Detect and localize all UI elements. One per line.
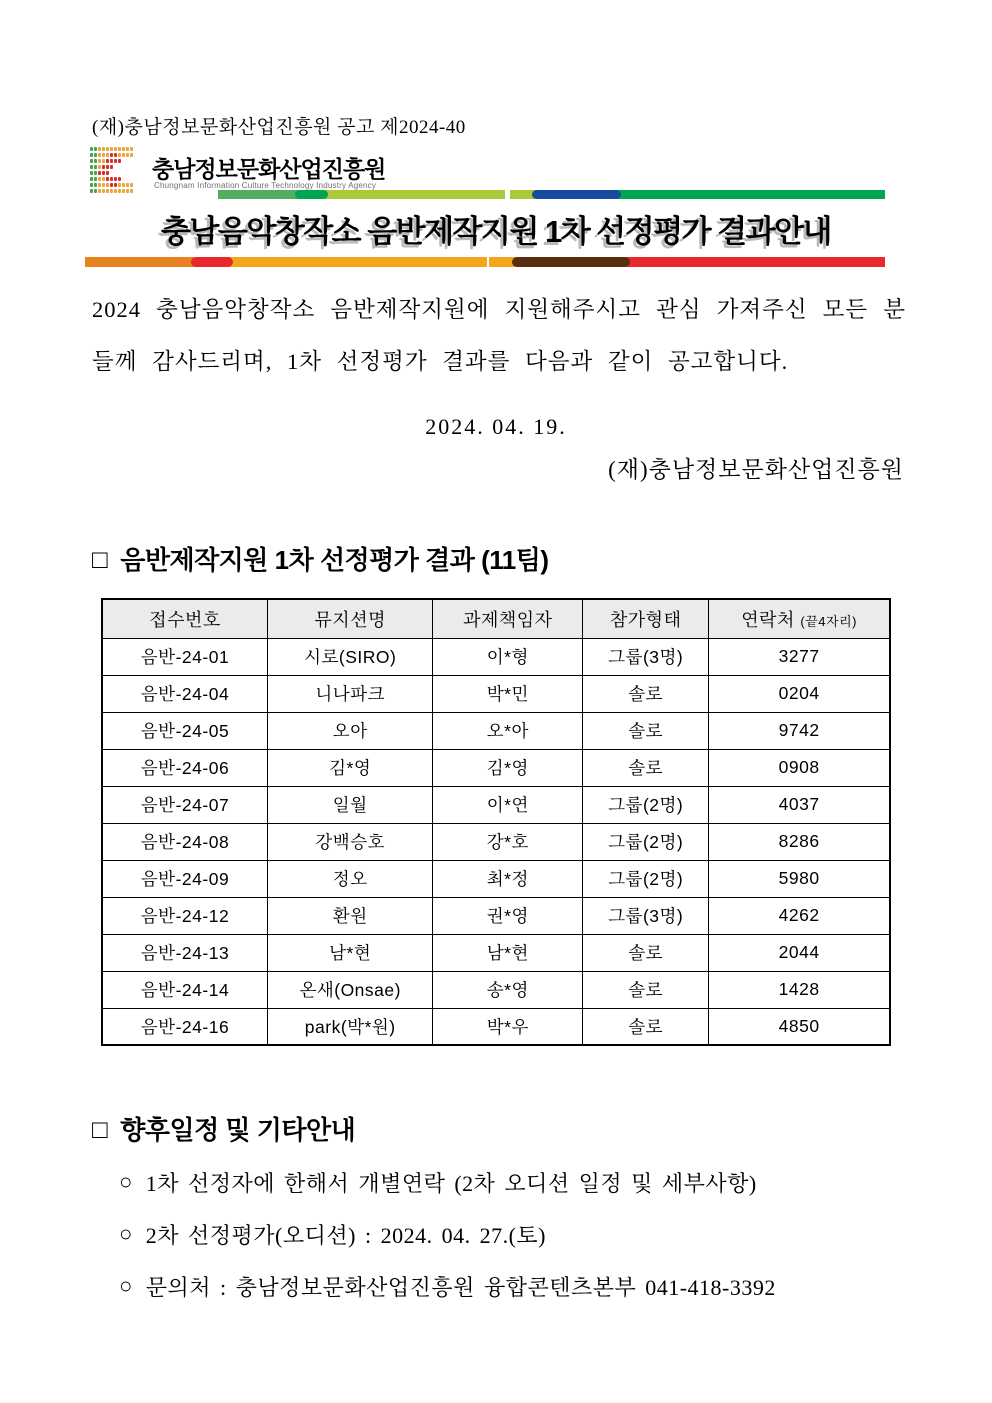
logo-mark-dot [90, 147, 93, 151]
color-bar-segment [85, 257, 196, 267]
logo-mark-row [90, 177, 150, 182]
logo-mark-dot [102, 159, 105, 163]
cell-contact-last4: 3277 [709, 638, 890, 675]
logo-mark-dot [130, 183, 133, 187]
logo-mark-dot [110, 159, 113, 163]
cell-project-lead: 오*아 [433, 712, 583, 749]
cell-project-lead: 김*영 [433, 749, 583, 786]
cell-contact-last4: 4850 [709, 1008, 890, 1045]
cell-contact-last4: 2044 [709, 934, 890, 971]
color-bar-segment [616, 190, 885, 199]
header-contact-main: 연락처 [741, 609, 795, 630]
color-bar-segment [625, 257, 885, 267]
logo-mark-dot [90, 159, 93, 163]
cell-project-lead: 권*영 [433, 897, 583, 934]
logo-mark-dot [106, 153, 109, 157]
logo-mark-dot [118, 183, 121, 187]
cell-contact-last4: 1428 [709, 971, 890, 1008]
logo-mark-dot [126, 189, 129, 193]
logo-mark-dot [114, 189, 117, 193]
logo-mark-dot [94, 183, 97, 187]
cell-musician-name: 정오 [267, 860, 432, 897]
table-row [102, 897, 890, 934]
logo-mark-dot [106, 171, 109, 175]
logo-mark-dot [114, 177, 117, 181]
cell-application-number: 음반-24-06 [102, 749, 267, 786]
logo-mark-dot [90, 177, 93, 181]
logo-mark-dot [90, 183, 93, 187]
cell-project-lead: 남*현 [433, 934, 583, 971]
logo-mark-dot [98, 177, 101, 181]
cell-participation-type: 그룹(2명) [583, 860, 709, 897]
cell-participation-type: 그룹(3명) [583, 638, 709, 675]
cell-participation-type: 그룹(2명) [583, 823, 709, 860]
color-bar-segment [532, 190, 621, 199]
table-row [102, 1008, 890, 1045]
cell-project-lead: 송*영 [433, 971, 583, 1008]
cell-musician-name: 니나파크 [267, 675, 432, 712]
header-contact [709, 599, 890, 638]
cell-musician-name: 온새(Onsae) [267, 971, 432, 1008]
circle-bullet-icon: ○ [119, 1169, 133, 1194]
header-musician-name: 뮤지션명 [267, 599, 432, 638]
logo-mark-dot [126, 153, 129, 157]
color-bar-segment [191, 257, 233, 267]
cell-participation-type: 그룹(2명) [583, 786, 709, 823]
logo-mark-dot [114, 153, 117, 157]
table-row [102, 934, 890, 971]
logo-mark-dot [102, 165, 105, 169]
cell-project-lead: 박*민 [433, 675, 583, 712]
cell-contact-last4: 8286 [709, 823, 890, 860]
cell-application-number: 음반-24-07 [102, 786, 267, 823]
logo-mark-row [90, 189, 150, 194]
color-bar-segment [323, 190, 506, 199]
logo-mark-dot [94, 189, 97, 193]
logo-mark-dot [98, 147, 101, 151]
cell-contact-last4: 0204 [709, 675, 890, 712]
bullet-text: 1차 선정자에 한해서 개별연락 (2차 오디션 일정 및 세부사항) [145, 1170, 757, 1196]
cell-participation-type: 솔로 [583, 749, 709, 786]
page-title: 충남음악창작소 음반제작지원 1차 선정평가 결과안내 [160, 214, 831, 249]
cell-application-number: 음반-24-13 [102, 934, 267, 971]
logo-mark-dot [94, 153, 97, 157]
table-row [102, 638, 890, 675]
cell-application-number: 음반-24-12 [102, 897, 267, 934]
logo-mark-row [90, 165, 150, 170]
cell-application-number: 음반-24-16 [102, 1008, 267, 1045]
logo-mark-dot [122, 153, 125, 157]
results-section-header [92, 540, 549, 577]
logo-mark-dot [110, 177, 113, 181]
logo-mark-dot [110, 153, 113, 157]
decorative-color-bar-top [218, 190, 905, 199]
logo-mark-dot [130, 147, 133, 151]
logo-mark-row [90, 183, 150, 188]
announcement-date: 2024. 04. 19. [425, 414, 567, 439]
logo-mark-row [90, 171, 150, 176]
results-table [101, 598, 891, 1046]
agency-logo-icon [90, 147, 150, 195]
cell-contact-last4: 5980 [709, 860, 890, 897]
color-bar-segment [295, 190, 327, 199]
table-row [102, 860, 890, 897]
cell-application-number: 음반-24-09 [102, 860, 267, 897]
agency-logo-name: 충남정보문화산업진흥원 [152, 156, 386, 182]
cell-project-lead: 이*형 [433, 638, 583, 675]
cell-participation-type: 솔로 [583, 712, 709, 749]
logo-mark-dot [98, 189, 101, 193]
logo-mark-dot [102, 183, 105, 187]
logo-mark-dot [110, 189, 113, 193]
color-bar-segment [228, 257, 487, 267]
square-bullet-icon: □ [92, 1114, 108, 1144]
header-application-number: 접수번호 [102, 599, 267, 638]
logo-mark-row [90, 147, 150, 152]
logo-mark-dot [90, 153, 93, 157]
cell-project-lead: 이*연 [433, 786, 583, 823]
circle-bullet-icon: ○ [119, 1221, 133, 1246]
cell-project-lead: 강*호 [433, 823, 583, 860]
logo-mark-dot [130, 153, 133, 157]
decorative-color-bar-bottom [85, 257, 905, 267]
logo-mark-dot [110, 183, 113, 187]
logo-mark-dot [106, 147, 109, 151]
table-row [102, 971, 890, 1008]
logo-mark-dot [94, 177, 97, 181]
logo-mark-dot [94, 165, 97, 169]
table-row [102, 712, 890, 749]
cell-participation-type: 솔로 [583, 934, 709, 971]
cell-contact-last4: 4037 [709, 786, 890, 823]
square-bullet-icon: □ [92, 544, 108, 574]
cell-application-number: 음반-24-08 [102, 823, 267, 860]
cell-musician-name: 환원 [267, 897, 432, 934]
table-row [102, 823, 890, 860]
schedule-section-header [92, 1110, 355, 1147]
logo-mark-row [90, 153, 150, 158]
logo-mark-dot [94, 159, 97, 163]
logo-mark-dot [126, 147, 129, 151]
agency-logo-subtitle: Chungnam Information Culture Technology Industry Agency [154, 181, 377, 190]
cell-participation-type: 솔로 [583, 1008, 709, 1045]
logo-mark-dot [106, 189, 109, 193]
logo-mark-dot [94, 147, 97, 151]
cell-contact-last4: 9742 [709, 712, 890, 749]
logo-mark-dot [114, 159, 117, 163]
logo-mark-dot [118, 153, 121, 157]
logo-mark-dot [118, 159, 121, 163]
table-row [102, 786, 890, 823]
logo-mark-dot [106, 159, 109, 163]
logo-mark-dot [90, 165, 93, 169]
logo-mark-dot [126, 183, 129, 187]
logo-mark-dot [98, 153, 101, 157]
logo-mark-dot [118, 177, 121, 181]
results-section-title: 음반제작지원 1차 선정평가 결과 (11팀) [120, 545, 549, 575]
logo-mark-dot [106, 177, 109, 181]
logo-mark-dot [110, 165, 113, 169]
logo-mark-dot [130, 189, 133, 193]
table-header-row [102, 599, 890, 638]
schedule-bullet-item [119, 1208, 776, 1260]
cell-musician-name: 김*영 [267, 749, 432, 786]
table-row [102, 675, 890, 712]
cell-musician-name: 남*현 [267, 934, 432, 971]
cell-contact-last4: 4262 [709, 897, 890, 934]
cell-musician-name: park(박*원) [267, 1008, 432, 1045]
schedule-bullet-list [119, 1156, 776, 1312]
circle-bullet-icon: ○ [119, 1273, 133, 1298]
table-row [102, 749, 890, 786]
logo-mark-dot [102, 171, 105, 175]
bullet-text: 문의처 : 충남정보문화산업진흥원 융합콘텐츠본부 041-418-3392 [145, 1274, 776, 1300]
header-participation-type: 참가형태 [583, 599, 709, 638]
logo-mark-dot [122, 147, 125, 151]
cell-application-number: 음반-24-14 [102, 971, 267, 1008]
cell-musician-name: 시로(SIRO) [267, 638, 432, 675]
logo-mark-dot [102, 147, 105, 151]
logo-mark-dot [98, 165, 101, 169]
notice-number: (재)충남정보문화산업진흥원 공고 제2024-40 [92, 117, 466, 138]
cell-musician-name: 오아 [267, 712, 432, 749]
cell-application-number: 음반-24-05 [102, 712, 267, 749]
logo-mark-dot [98, 159, 101, 163]
logo-mark-dot [94, 171, 97, 175]
logo-mark-dot [90, 189, 93, 193]
logo-mark-dot [122, 189, 125, 193]
cell-participation-type: 솔로 [583, 675, 709, 712]
cell-application-number: 음반-24-01 [102, 638, 267, 675]
logo-mark-dot [106, 183, 109, 187]
logo-mark-dot [106, 165, 109, 169]
schedule-section-title: 향후일정 및 기타안내 [120, 1115, 356, 1145]
intro-paragraph: 2024 충남음악창작소 음반제작지원에 지원해주시고 관심 가져주신 모든 분들께 감사드리며, 1차 선정평가 결과를 다음과 같이 공고합니다. [92, 297, 906, 374]
color-bar-segment [512, 257, 630, 267]
logo-mark-dot [118, 189, 121, 193]
cell-musician-name: 일월 [267, 786, 432, 823]
logo-mark-dot [114, 147, 117, 151]
cell-application-number: 음반-24-04 [102, 675, 267, 712]
logo-mark-dot [110, 147, 113, 151]
color-bar-segment [218, 190, 300, 199]
cell-contact-last4: 0908 [709, 749, 890, 786]
logo-mark-dot [98, 171, 101, 175]
logo-mark-dot [98, 183, 101, 187]
cell-participation-type: 솔로 [583, 971, 709, 1008]
logo-mark-row [90, 159, 150, 164]
logo-mark-dot [102, 189, 105, 193]
logo-mark-dot [118, 147, 121, 151]
logo-mark-dot [90, 171, 93, 175]
cell-project-lead: 최*정 [433, 860, 583, 897]
logo-mark-dot [102, 177, 105, 181]
logo-mark-dot [102, 153, 105, 157]
cell-musician-name: 강백승호 [267, 823, 432, 860]
header-project-lead: 과제책임자 [433, 599, 583, 638]
agency-signature: (재)충남정보문화산업진흥원 [608, 457, 904, 482]
cell-participation-type: 그룹(3명) [583, 897, 709, 934]
schedule-bullet-item [119, 1156, 776, 1208]
logo-mark-dot [122, 183, 125, 187]
header-contact-suffix: (끝4자리) [800, 613, 857, 629]
schedule-bullet-item [119, 1260, 776, 1312]
cell-project-lead: 박*우 [433, 1008, 583, 1045]
bullet-text: 2차 선정평가(오디션) : 2024. 04. 27.(토) [145, 1222, 546, 1248]
logo-mark-dot [114, 183, 117, 187]
